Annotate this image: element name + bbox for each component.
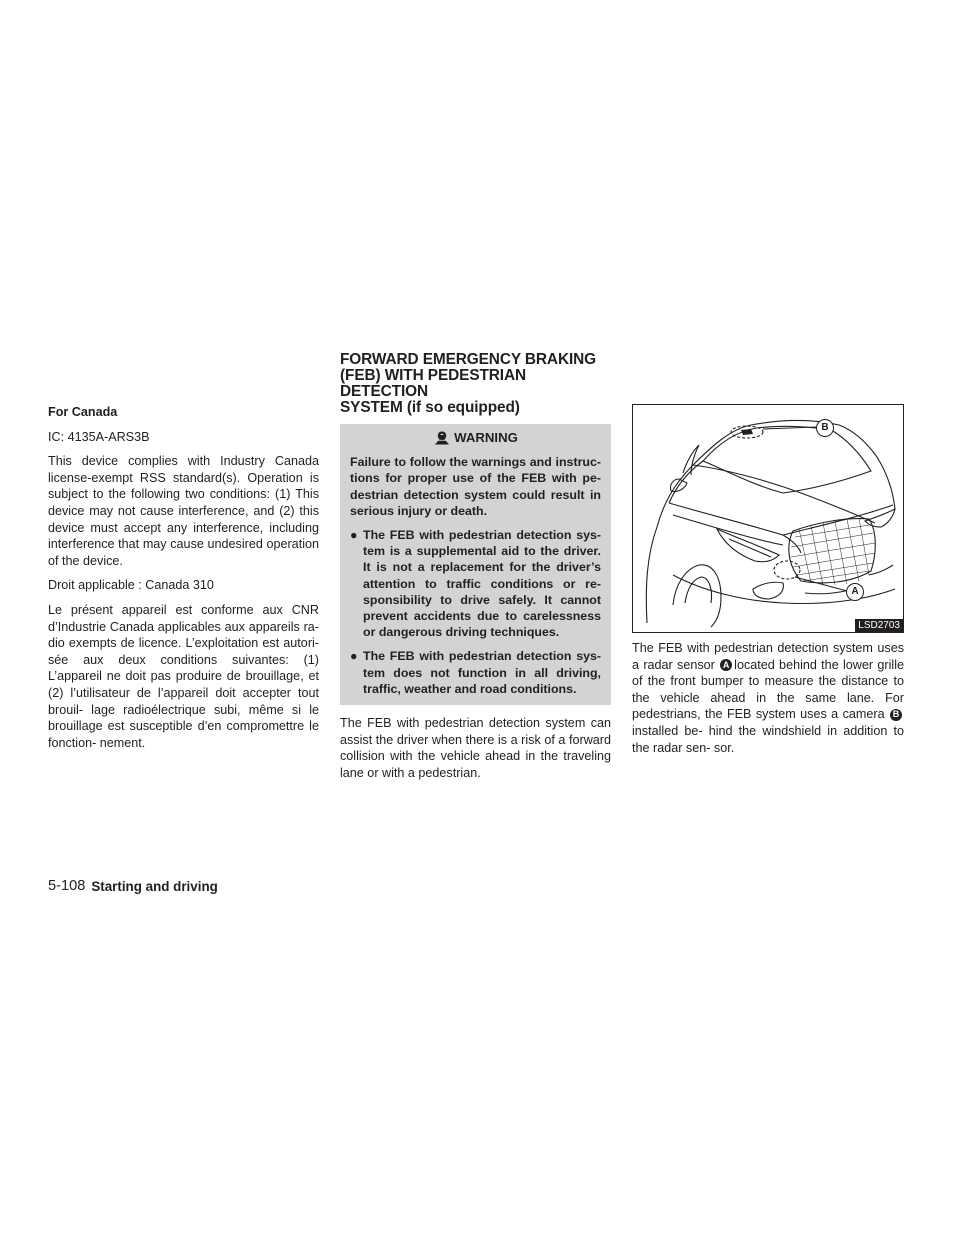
canada-heading: For Canada	[48, 405, 118, 419]
ic-number: IC: 4135A-ARS3B	[48, 429, 150, 444]
marker-b: B	[890, 709, 902, 721]
section-title-line-1: FORWARD EMERGENCY BRAKING	[340, 351, 597, 368]
warning-bullet-text: The FEB with pedestrian detection sys- tem is a supplemental aid to the driver. It is not a replacement for the driver’s attention to traffic conditions or re- sponsibility to drive safely. It cannot prevent accidents due to carelessness or dangerous driving techniques.	[363, 528, 601, 640]
warning-bullet	[350, 527, 601, 640]
bullet-dot: ●	[350, 649, 358, 664]
warning-bullet-text: The FEB with pedestrian detection sys- tem does not function in all driving, traffic, weather and road conditions.	[363, 649, 601, 696]
chapter-title: Starting and driving	[91, 879, 218, 894]
droit-applicable: Droit applicable : Canada 310	[48, 578, 214, 593]
section-title-line-3: SYSTEM (if so equipped)	[340, 399, 520, 416]
warning-header	[350, 430, 601, 446]
warning-icon	[433, 431, 451, 445]
column-middle	[340, 352, 611, 789]
column-right	[632, 404, 904, 764]
compliance-paragraph-en: This device complies with Industry Canada license-exempt RSS standard(s). Operation is subject to the following two conditions: (1) This device may not cause interference, and (2) this device must accept any interference, including interference that may cause undesired operation of the device.	[48, 454, 319, 568]
section-title-line-2: (FEB) WITH PEDESTRIAN DETECTION	[340, 367, 526, 400]
bullet-dot: ●	[350, 528, 358, 543]
warning-intro: Failure to follow the warnings and instruc- tions for proper use of the FEB with pe- destrian detection system could result in serious injury or death.	[350, 455, 601, 518]
callout-b: B	[816, 419, 834, 437]
feb-sensor-description	[632, 640, 904, 756]
figure-code: LSD2703	[855, 619, 903, 632]
warning-box	[340, 424, 611, 705]
section-title	[340, 352, 611, 416]
sensor-text-3: installed be- hind the windshield in addition to the radar sen- sor.	[632, 723, 904, 755]
vehicle-drawing	[633, 405, 903, 632]
warning-bullet	[350, 648, 601, 697]
page-footer	[48, 878, 218, 895]
marker-a: A	[720, 659, 732, 671]
warning-label: WARNING	[454, 430, 518, 445]
callout-a: A	[846, 583, 864, 601]
column-left	[48, 404, 319, 759]
sensor-text-1: The FEB with pedestrian detection system uses a radar sensor	[632, 641, 904, 672]
feb-description: The FEB with pedestrian detection system can assist the driver when there is a risk of a forward collision with the vehicle ahead in the traveling lane or with a pedestrian.	[340, 716, 611, 780]
compliance-paragraph-fr: Le présent appareil est conforme aux CNR d’Industrie Canada applicables aux appareils ra- dio exempts de licence. L’exploitation est autori- sée aux deux conditions suivantes: (1) L’appareil ne doit pas produire de brouillage, et (2) l’utilisateur de l’appareil doit accepter tout brouil- lage radioélectrique subi, même si le brouillage est susceptible d’en compromettre le fonction- nement.	[48, 602, 319, 750]
page-number: 5-108	[48, 878, 86, 894]
sensor-text-2: located behind the lower grille of the front bumper to measure the distance to the vehicle ahead in the same lane. For pedestrians, the FEB system uses a camera	[632, 657, 905, 722]
vehicle-illustration	[632, 404, 904, 633]
